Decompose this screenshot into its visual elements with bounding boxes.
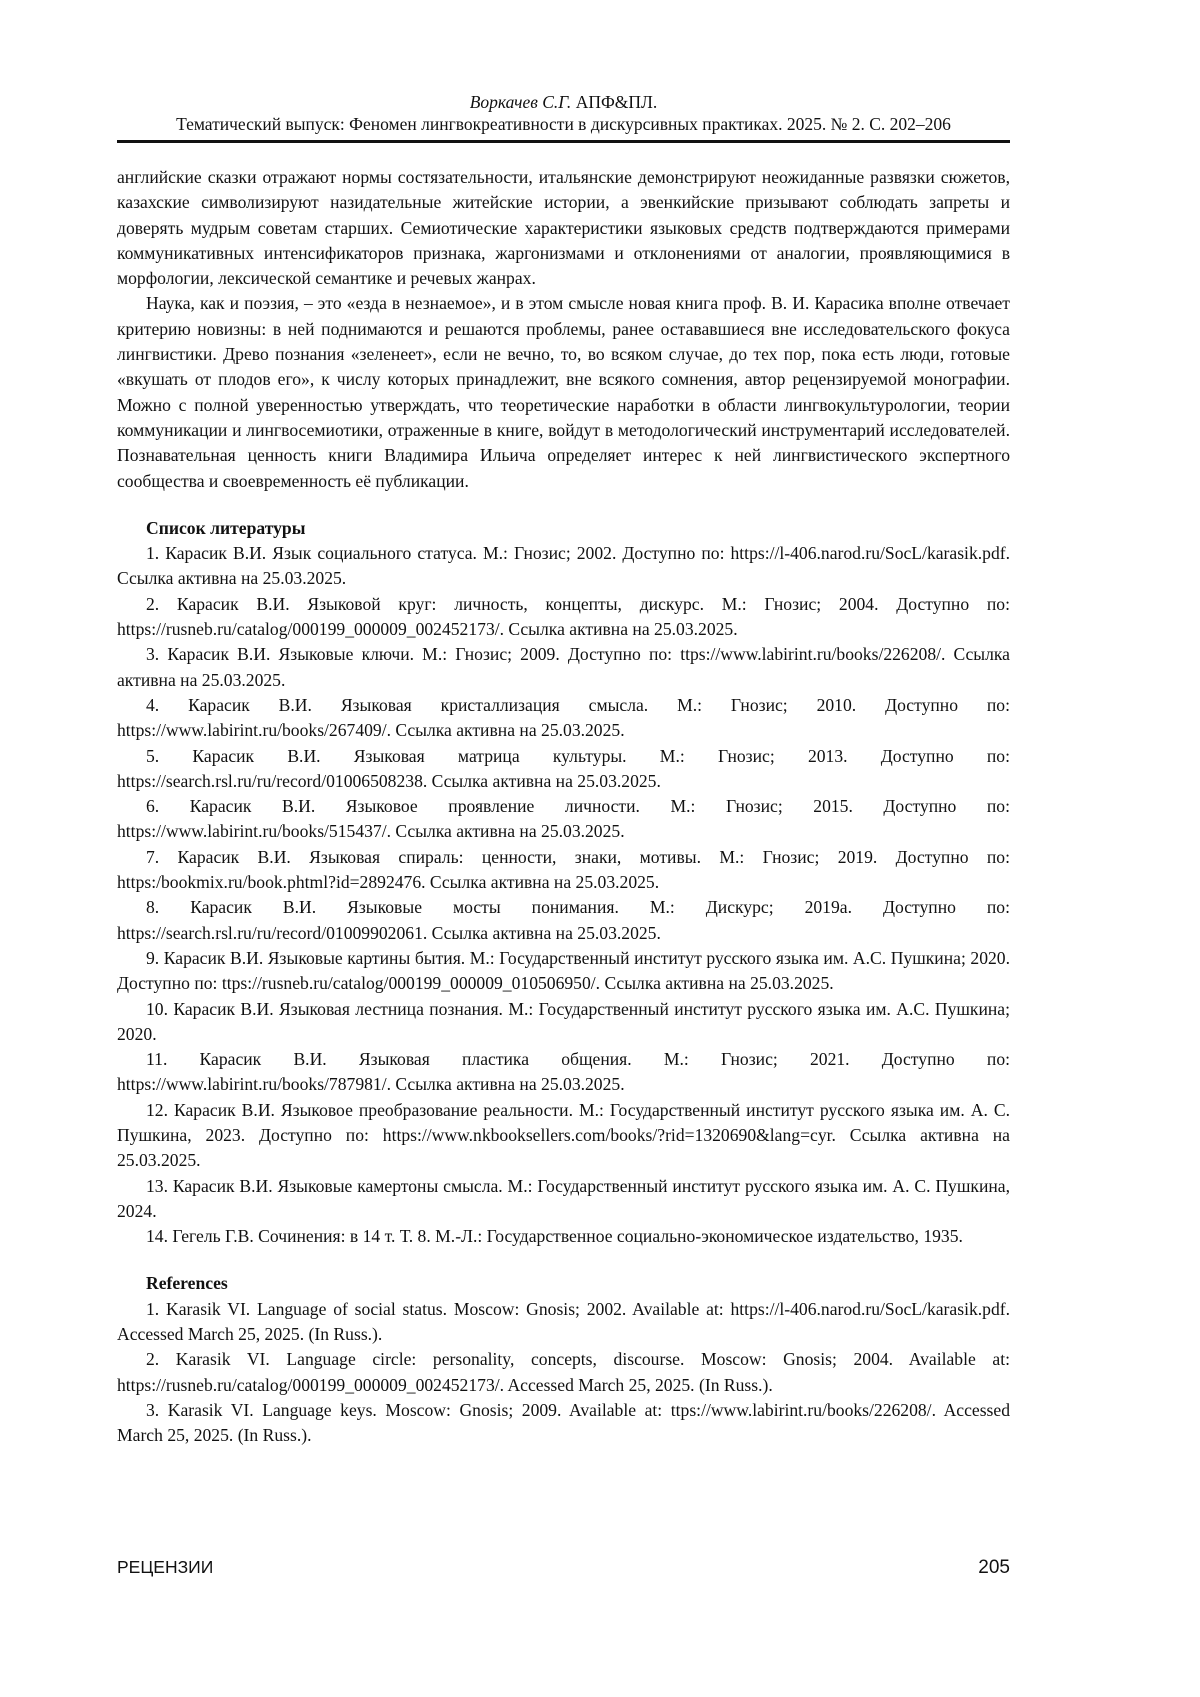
- header-author-line: [117, 91, 1010, 113]
- footer-section-name: РЕЦЕНЗИИ: [117, 1557, 214, 1577]
- ref-ru-9: 9. Карасик В.И. Языковые картины бытия. М.: Государственный институт русского языка им. А.С. Пушкина; 2020. Доступно по: ttps://rusneb.ru/catalog/000199_000009_010506950/. Ссылка активна на 25.03.2025.: [117, 947, 1010, 994]
- ref-ru-4: 4. Карасик В.И. Языковая кристаллизация смысла. М.: Гнозис; 2010. Доступно по: https://www.labirint.ru/books/267409/. Ссылка активна на 25.03.2025.: [117, 694, 1010, 741]
- ref-ru-3: 3. Карасик В.И. Языковые ключи. М.: Гнозис; 2009. Доступно по: ttps://www.labirint.ru/books/226208/. Ссылка активна на 25.03.2025.: [117, 644, 1010, 690]
- ref-ru-2: 2. Карасик В.И. Языковой круг: личность, концепты, дискурс. М.: Гнозис; 2004. Доступно по: https://rusneb.ru/catalog/000199_000009_002452173/. Ссылка активна на 25.03.2025.: [117, 593, 1010, 640]
- ref-ru-13: 13. Карасик В.И. Языковые камертоны смысла. М.: Государственный институт русского языка им. А. С. Пушкина, 2024.: [117, 1175, 1010, 1221]
- header-journal: АПФ&ПЛ.: [571, 92, 658, 112]
- references-en-title: References: [146, 1273, 228, 1294]
- ref-ru-1: 1. Карасик В.И. Язык социального статуса. М.: Гнозис; 2002. Доступно по: https://l-406.narod.ru/SocL/karasik.pdf. Ссылка активна на 25.03.2025.: [117, 543, 1010, 589]
- header-issue: Тематический выпуск: Феномен лингвокреативности в дискурсивных практиках. 2025. № 2. С. 202–206: [176, 114, 951, 134]
- body-paragraph-1: английские сказки отражают нормы состязательности, итальянские демонстрируют неожиданные развязки сюжетов, казахские символизируют назидательные житейские истории, а эвенкийские призывают соблюдать запреты и доверять мудрым советам старших. Семиотические характеристики языковых средств подтверждаются примерами коммуникативных интенсификаторов признака, жаргонизмами и отклонениями от аналогии, проявляющимися в морфологии, лексической семантике и речевых жанрах.: [117, 167, 1010, 289]
- header-divider: [117, 140, 1010, 143]
- references-ru-title: Список литературы: [146, 517, 306, 538]
- page-number: 205: [978, 1557, 1010, 1578]
- ref-en-3: 3. Karasik VI. Language keys. Moscow: Gnosis; 2009. Available at: ttps://www.labirint.ru/books/226208/. Accessed March 25, 2025. (In Russ.).: [117, 1399, 1010, 1446]
- header-author: Воркачев С.Г.: [469, 92, 572, 112]
- body-paragraph-2: Наука, как и поэзия, – это «езда в незнаемое», и в этом смысле новая книга проф. В. И. Карасика вполне отвечает критерию новизны: в ней поднимаются и решаются проблемы, ранее остававшиеся вне исследовательского фокуса лингвистики. Древо познания «зеленеет», если не вечно, то, во всяком случае, до тех пор, пока есть люди, готовые «вкушать от плодов его», к числу которых принадлежит, вне всякого сомнения, автор рецензируемой монографии. Можно с полной уверенностью утверждать, что теоретические наработки в области лингвокультурологии, теории коммуникации и лингвосемиотики, отраженные в книге, войдут в методологический инструментарий исследователей. Познавательная ценность книги Владимира Ильича определяет интерес к ней лингвистического экспертного сообщества и своевременность её публикации.: [117, 293, 1010, 491]
- ref-ru-11: 11. Карасик В.И. Языковая пластика общения. М.: Гнозис; 2021. Доступно по: https://www.labirint.ru/books/787981/. Ссылка активна на 25.03.2025.: [117, 1049, 1010, 1095]
- ref-en-2: 2. Karasik VI. Language circle: personality, concepts, discourse. Moscow: Gnosis; 2004. Available at: https://rusneb.ru/catalog/000199_000009_002452173/. Accessed March 25, 2025. (In Russ.).: [117, 1349, 1010, 1395]
- ref-ru-6: 6. Карасик В.И. Языковое проявление личности. М.: Гнозис; 2015. Доступно по: https://www.labirint.ru/books/515437/. Ссылка активна на 25.03.2025.: [117, 796, 1010, 842]
- running-header: [117, 91, 1010, 135]
- ref-ru-10: 10. Карасик В.И. Языковая лестница познания. М.: Государственный институт русского языка им. А.С. Пушкина; 2020.: [117, 998, 1010, 1044]
- ref-ru-8: 8. Карасик В.И. Языковые мосты понимания. М.: Дискурс; 2019a. Доступно по: https://search.rsl.ru/ru/record/01009902061. Ссылка активна на 25.03.2025.: [117, 897, 1010, 943]
- ref-ru-12: 12. Карасик В.И. Языковое преобразование реальности. М.: Государственный институт русского языка им. А. С. Пушкина, 2023. Доступно по: https://www.nkbooksellers.com/books/?rid=1320690&lang=cyr. Ссылка активна на 25.03.2025.: [117, 1099, 1010, 1171]
- ref-ru-7: 7. Карасик В.И. Языковая спираль: ценности, знаки, мотивы. М.: Гнозис; 2019. Доступно по: https:/bookmix.ru/book.phtml?id=2892476. Ссылка активна на 25.03.2025.: [117, 846, 1010, 893]
- page-body: [117, 165, 1010, 1449]
- ref-en-1: 1. Karasik VI. Language of social status. Moscow: Gnosis; 2002. Available at: https://l-406.narod.ru/SocL/karasik.pdf. Accessed March 25, 2025. (In Russ.).: [117, 1298, 1010, 1345]
- ref-ru-5: 5. Карасик В.И. Языковая матрица культуры. М.: Гнозис; 2013. Доступно по: https://search.rsl.ru/ru/record/01006508238. Ссылка активна на 25.03.2025.: [117, 745, 1010, 791]
- ref-ru-14: 14. Гегель Г.В. Сочинения: в 14 т. Т. 8. М.-Л.: Государственное социально-экономическое издательство, 1935.: [146, 1226, 963, 1247]
